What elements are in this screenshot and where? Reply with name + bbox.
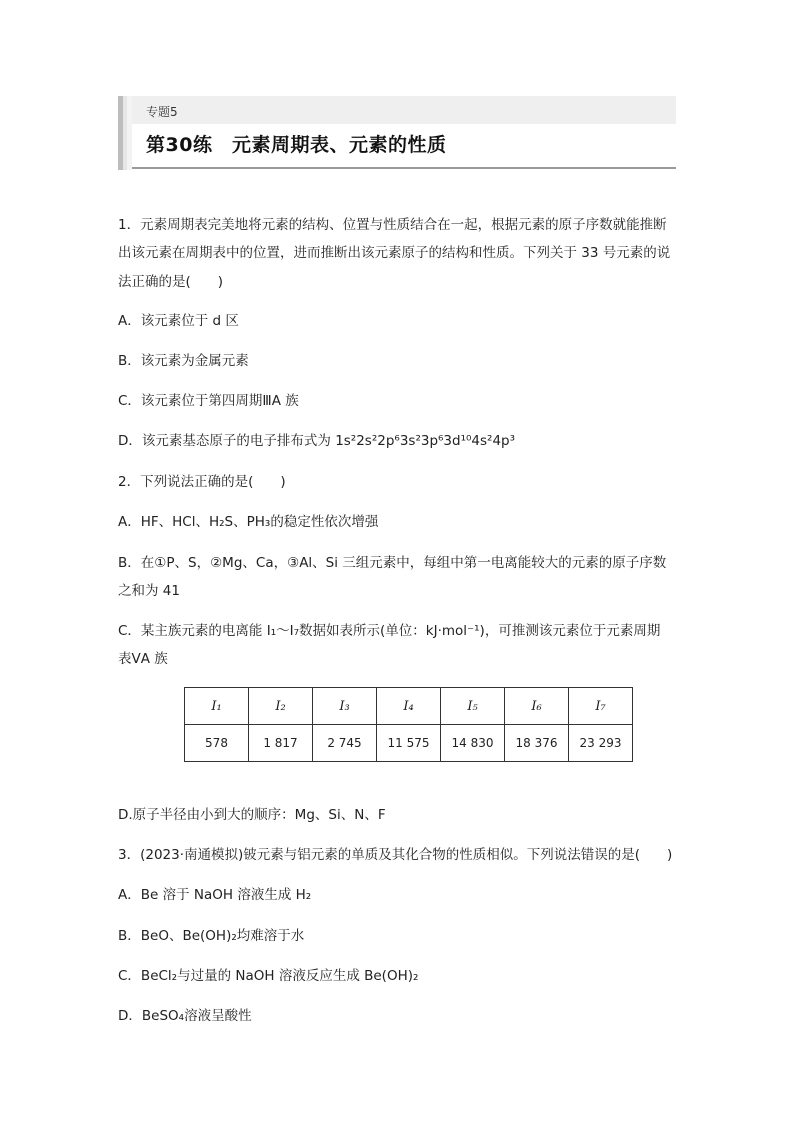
q3-option-b: B．BeO、Be(OH)₂均难溶于水 (118, 928, 305, 944)
q2-stem: 2．下列说法正确的是( ) (118, 474, 286, 490)
table-cell: 18 376 (505, 725, 569, 762)
header-accent-bar (118, 96, 132, 170)
q3-option-c: C．BeCl₂与过量的 NaOH 溶液反应生成 Be(OH)₂ (118, 968, 419, 984)
table-cell: 23 293 (569, 725, 633, 762)
header-divider (132, 167, 676, 169)
q1-option-c: C．该元素位于第四周期ⅢA 族 (118, 393, 299, 409)
q3-option-d: D．BeSO₄溶液呈酸性 (118, 1008, 252, 1024)
q3-option-a: A．Be 溶于 NaOH 溶液生成 H₂ (118, 887, 312, 903)
q2-option-c-line2: 表ⅤA 族 (118, 651, 168, 667)
q1-stem-line1: 1．元素周期表完美地将元素的结构、位置与性质结合在一起，根据元素的原子序数就能推断 (118, 217, 667, 233)
table-header-cell: I₁ (185, 688, 249, 725)
electron-configuration: 1s²2s²2p⁶3s²3p⁶3d¹⁰4s²4p³ (335, 433, 516, 449)
q2-option-c-line1: C．某主族元素的电离能 I₁～I₇数据如表所示(单位：kJ·mol⁻¹)，可推测该元素位于元素周期 (118, 623, 661, 639)
table-cell: 14 830 (441, 725, 505, 762)
q2-option-b-line1: B．在①P、S，②Mg、Ca，③Al、Si 三组元素中，每组中第一电离能较大的元素的原子序数 (118, 555, 667, 571)
q2-option-a: A．HF、HCl、H₂S、PH₃的稳定性依次增强 (118, 514, 379, 530)
table-cell: 11 575 (377, 725, 441, 762)
table-header-cell: I₂ (249, 688, 313, 725)
ionization-energy-table (184, 687, 633, 762)
q3-stem: 3．(2023·南通模拟)铍元素与铝元素的单质及其化合物的性质相似。下列说法错误的是( ) (118, 847, 673, 863)
q1-option-a: A．该元素位于 d 区 (118, 313, 239, 329)
table-header-cell: I₅ (441, 688, 505, 725)
table-row (185, 725, 633, 762)
table-header-cell: I₃ (313, 688, 377, 725)
table-cell: 1 817 (249, 725, 313, 762)
table-header-row (185, 688, 633, 725)
table-header-cell: I₆ (505, 688, 569, 725)
header-band (132, 96, 676, 124)
q2-option-b-line2: 之和为 41 (118, 583, 180, 599)
table-cell: 578 (185, 725, 249, 762)
q1-option-d (118, 429, 515, 449)
q1-stem-line3: 法正确的是( ) (118, 274, 224, 290)
table-header-cell: I₇ (569, 688, 633, 725)
q1-stem-line2: 出该元素在周期表中的位置，进而推断出该元素原子的结构和性质。下列关于 33 号元素的说 (118, 245, 671, 261)
table-header-cell: I₄ (377, 688, 441, 725)
header-subtitle: 专题5 (146, 105, 178, 119)
q1-option-d-text: D．该元素基态原子的电子排布式为 (118, 433, 336, 449)
q2-option-d: D.原子半径由小到大的顺序：Mg、Si、N、F (118, 807, 386, 823)
chapter-header (118, 96, 676, 170)
q1-option-b: B．该元素为金属元素 (118, 353, 249, 369)
table-cell: 2 745 (313, 725, 377, 762)
page-title: 第30练 元素周期表、元素的性质 (146, 134, 447, 156)
